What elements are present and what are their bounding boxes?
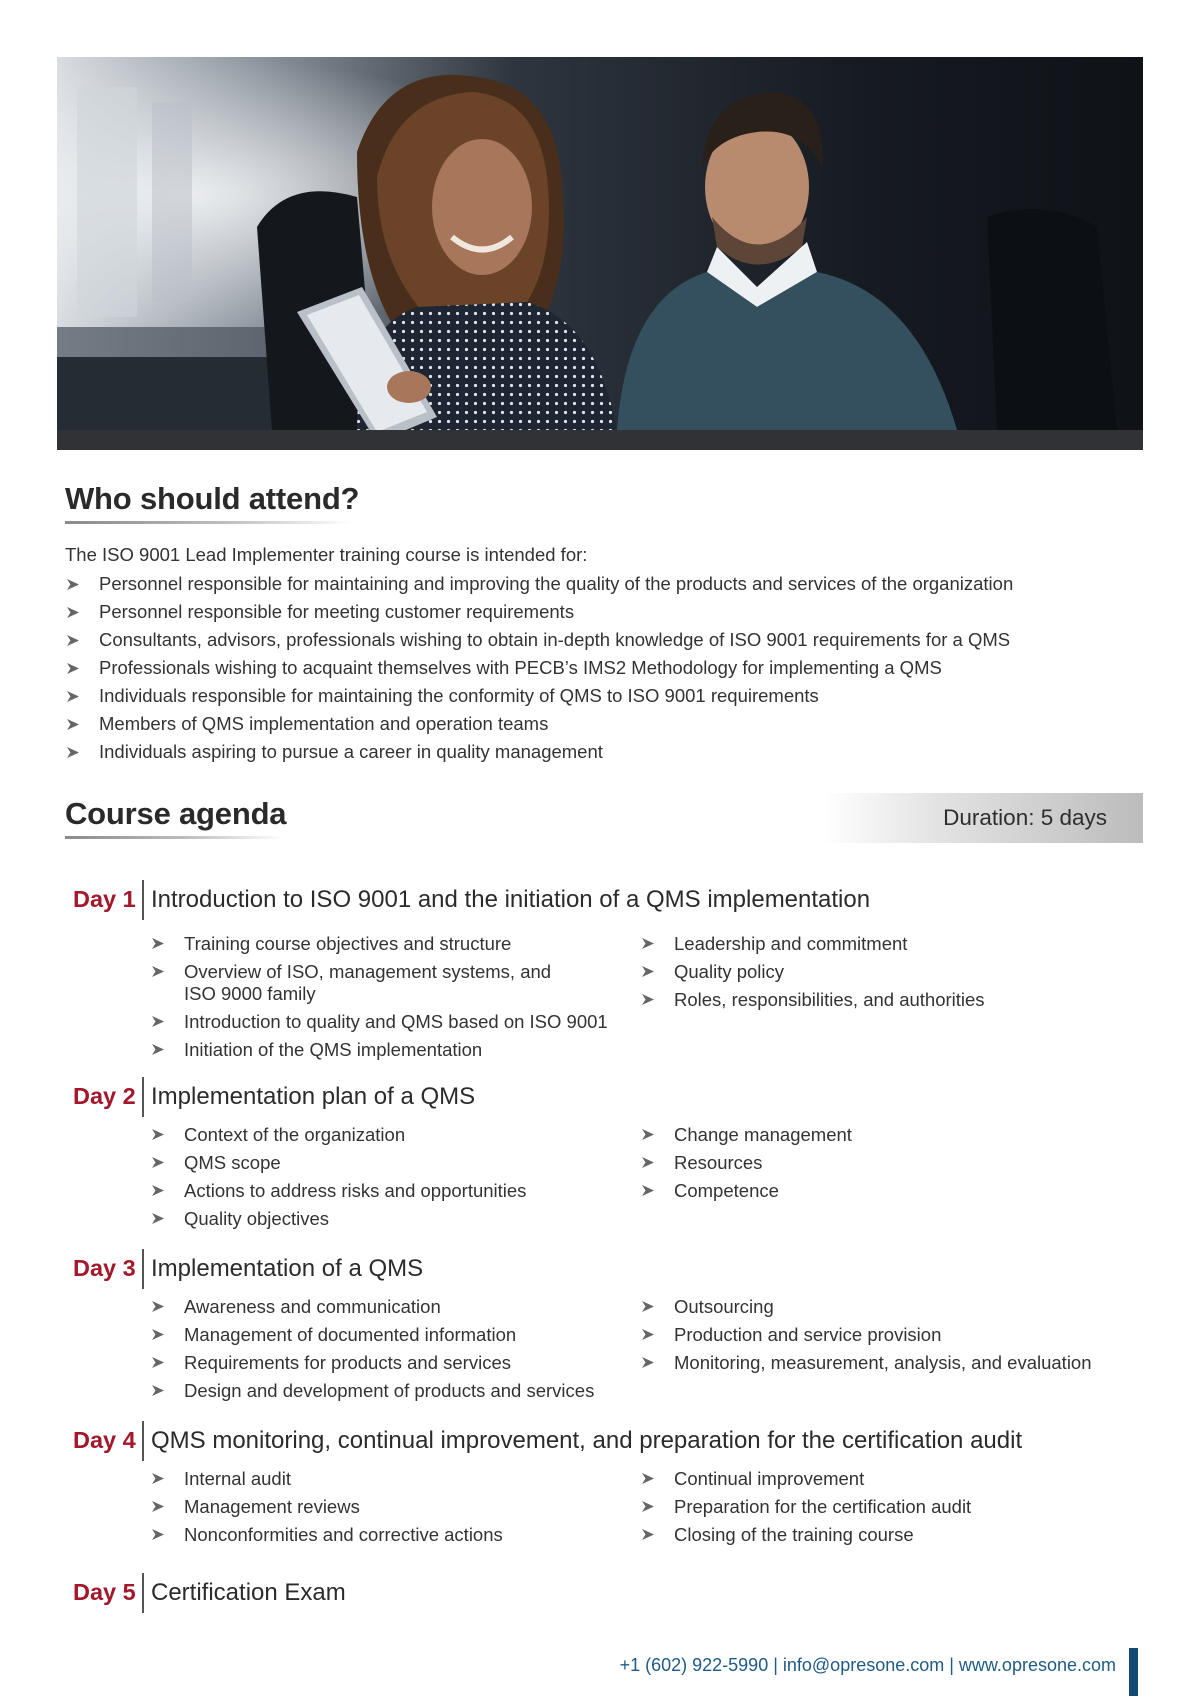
day-2-topics-left (150, 1124, 630, 1236)
arrowhead-bullet-icon (67, 579, 79, 590)
topic-item (640, 1496, 1140, 1518)
arrowhead-bullet-icon (642, 1501, 654, 1512)
attendee-item-text: Members of QMS implementation and operation teams (99, 713, 549, 734)
day-1-topics-right (640, 933, 1140, 1017)
topic-item (150, 1524, 630, 1546)
day-label: Day 4 (73, 1427, 136, 1453)
topic-text: Change management (674, 1124, 852, 1145)
attendee-item-text: Individuals aspiring to pursue a career in quality management (99, 741, 603, 762)
attendee-item (65, 710, 1013, 738)
duration-badge (824, 793, 1143, 843)
topic-item (150, 1324, 630, 1346)
day-label: Day 3 (73, 1255, 136, 1281)
arrowhead-bullet-icon (152, 1329, 164, 1340)
attendee-item (65, 626, 1013, 654)
day-4-topics-left (150, 1468, 630, 1552)
arrowhead-bullet-icon (67, 747, 79, 758)
day-title: Introduction to ISO 9001 and the initiation of a QMS implementation (151, 886, 871, 913)
topic-item (640, 1524, 1140, 1546)
arrowhead-bullet-icon (152, 966, 164, 977)
course-agenda-title: Course agenda (65, 796, 287, 831)
arrowhead-bullet-icon (67, 635, 79, 646)
arrowhead-bullet-icon (152, 1385, 164, 1396)
topic-item (150, 1496, 630, 1518)
topic-item (640, 989, 1140, 1011)
day-3-topics-right (640, 1296, 1140, 1380)
topic-text: Closing of the training course (674, 1524, 914, 1545)
topic-item (150, 1208, 630, 1230)
topic-text: Nonconformities and corrective actions (184, 1524, 503, 1545)
topic-text: Awareness and communication (184, 1296, 441, 1317)
arrowhead-bullet-icon (642, 1129, 654, 1140)
attendee-item (65, 738, 1013, 766)
topic-text: Introduction to quality and QMS based on ISO 9001 (184, 1011, 608, 1032)
topic-item (150, 933, 630, 955)
topic-text: Competence (674, 1180, 779, 1201)
topic-text: Management reviews (184, 1496, 360, 1517)
duration-text: Duration: 5 days (943, 805, 1107, 830)
topic-text: Monitoring, measurement, analysis, and evaluation (674, 1352, 1092, 1373)
arrowhead-bullet-icon (152, 1016, 164, 1027)
agenda-title-underline (65, 836, 283, 839)
attendee-item-text: Personnel responsible for meeting customer requirements (99, 601, 575, 622)
topic-item (640, 1352, 1140, 1374)
day-1-topics-left (150, 933, 630, 1067)
topic-text: Requirements for products and services (184, 1352, 511, 1373)
arrowhead-bullet-icon (642, 1301, 654, 1312)
arrowhead-bullet-icon (642, 1529, 654, 1540)
topic-item (150, 1124, 630, 1146)
contact-info: +1 (602) 922-5990 | info@opresone.com | www.opresone.com (619, 1655, 1116, 1675)
arrowhead-bullet-icon (67, 663, 79, 674)
footer-accent-bar (1129, 1648, 1138, 1696)
who-title-underline (65, 521, 353, 524)
topic-text: Training course objectives and structure (184, 933, 512, 954)
topic-text: Overview of ISO, management systems, and ISO 9000 family (184, 961, 552, 1004)
arrowhead-bullet-icon (67, 691, 79, 702)
attendee-list (65, 570, 1013, 766)
topic-item (150, 1352, 630, 1374)
who-should-attend-title: Who should attend? (65, 481, 360, 516)
topic-text: Outsourcing (674, 1296, 774, 1317)
day-title: Implementation of a QMS (151, 1255, 424, 1282)
arrowhead-bullet-icon (152, 1044, 164, 1055)
attendee-item-text: Consultants, advisors, professionals wishing to obtain in-depth knowledge of ISO 9001 requirements for a QMS (99, 629, 1011, 650)
arrowhead-bullet-icon (152, 1185, 164, 1196)
topic-item (640, 933, 1140, 955)
day-divider (142, 880, 144, 920)
arrowhead-bullet-icon (152, 1501, 164, 1512)
topic-item (150, 1380, 630, 1402)
attendee-item (65, 570, 1013, 598)
arrowhead-bullet-icon (152, 1301, 164, 1312)
arrowhead-bullet-icon (152, 1357, 164, 1368)
topic-text: QMS scope (184, 1152, 281, 1173)
attendee-item-text: Personnel responsible for maintaining and improving the quality of the products and services of the organization (99, 573, 1014, 594)
topic-text: Preparation for the certification audit (674, 1496, 972, 1517)
day-divider (142, 1573, 144, 1613)
hero-photo (57, 57, 1143, 450)
topic-text: Quality objectives (184, 1208, 329, 1229)
topic-text: Context of the organization (184, 1124, 406, 1145)
topic-item (640, 961, 1140, 983)
topic-item (150, 1011, 630, 1033)
arrowhead-bullet-icon (152, 1157, 164, 1168)
topic-item (150, 1180, 630, 1202)
arrowhead-bullet-icon (642, 1157, 654, 1168)
topic-text: Production and service provision (674, 1324, 942, 1345)
arrowhead-bullet-icon (642, 938, 654, 949)
day-label: Day 1 (73, 886, 136, 912)
topic-item (640, 1180, 1140, 1202)
topic-item (150, 1468, 630, 1490)
day-title: Certification Exam (151, 1579, 346, 1606)
day-title: Implementation plan of a QMS (151, 1083, 476, 1110)
arrowhead-bullet-icon (152, 1213, 164, 1224)
topic-item (640, 1324, 1140, 1346)
attendee-item (65, 654, 1013, 682)
arrowhead-bullet-icon (642, 1185, 654, 1196)
arrowhead-bullet-icon (642, 966, 654, 977)
arrowhead-bullet-icon (642, 1329, 654, 1340)
arrowhead-bullet-icon (152, 1529, 164, 1540)
topic-text: Quality policy (674, 961, 785, 982)
day-2-topics-right (640, 1124, 1140, 1208)
day-label: Day 2 (73, 1083, 136, 1109)
topic-text: Internal audit (184, 1468, 291, 1489)
topic-item (640, 1152, 1140, 1174)
topic-text: Continual improvement (674, 1468, 865, 1489)
hero-bottom-strip (57, 430, 1143, 450)
topic-item (640, 1124, 1140, 1146)
arrowhead-bullet-icon (67, 719, 79, 730)
day-divider (142, 1249, 144, 1289)
topic-item (640, 1296, 1140, 1318)
topic-text: Actions to address risks and opportunities (184, 1180, 527, 1201)
day-label: Day 5 (73, 1579, 136, 1605)
day-divider (142, 1077, 144, 1117)
topic-item (150, 1296, 630, 1318)
topic-text: Roles, responsibilities, and authorities (674, 989, 985, 1010)
arrowhead-bullet-icon (152, 1129, 164, 1140)
topic-text: Initiation of the QMS implementation (184, 1039, 483, 1060)
topic-text: Leadership and commitment (674, 933, 908, 954)
who-intro-text: The ISO 9001 Lead Implementer training course is intended for: (65, 544, 588, 565)
arrowhead-bullet-icon (642, 1473, 654, 1484)
day-4-topics-right (640, 1468, 1140, 1552)
arrowhead-bullet-icon (152, 1473, 164, 1484)
arrowhead-bullet-icon (642, 1357, 654, 1368)
topic-item (150, 1039, 630, 1061)
topic-item (640, 1468, 1140, 1490)
topic-item (150, 961, 574, 1005)
day-title: QMS monitoring, continual improvement, and preparation for the certification audit (151, 1427, 1023, 1454)
arrowhead-bullet-icon (67, 607, 79, 618)
day-divider (142, 1421, 144, 1461)
attendee-item (65, 682, 1013, 710)
topic-item (150, 1152, 630, 1174)
attendee-item-text: Individuals responsible for maintaining the conformity of QMS to ISO 9001 requirements (99, 685, 819, 706)
attendee-item-text: Professionals wishing to acquaint themselves with PECB’s IMS2 Methodology for implementing a QMS (99, 657, 942, 678)
topic-text: Design and development of products and services (184, 1380, 595, 1401)
day-3-topics-left (150, 1296, 630, 1408)
topic-text: Management of documented information (184, 1324, 517, 1345)
arrowhead-bullet-icon (152, 938, 164, 949)
attendee-item (65, 598, 1013, 626)
arrowhead-bullet-icon (642, 994, 654, 1005)
topic-text: Resources (674, 1152, 763, 1173)
